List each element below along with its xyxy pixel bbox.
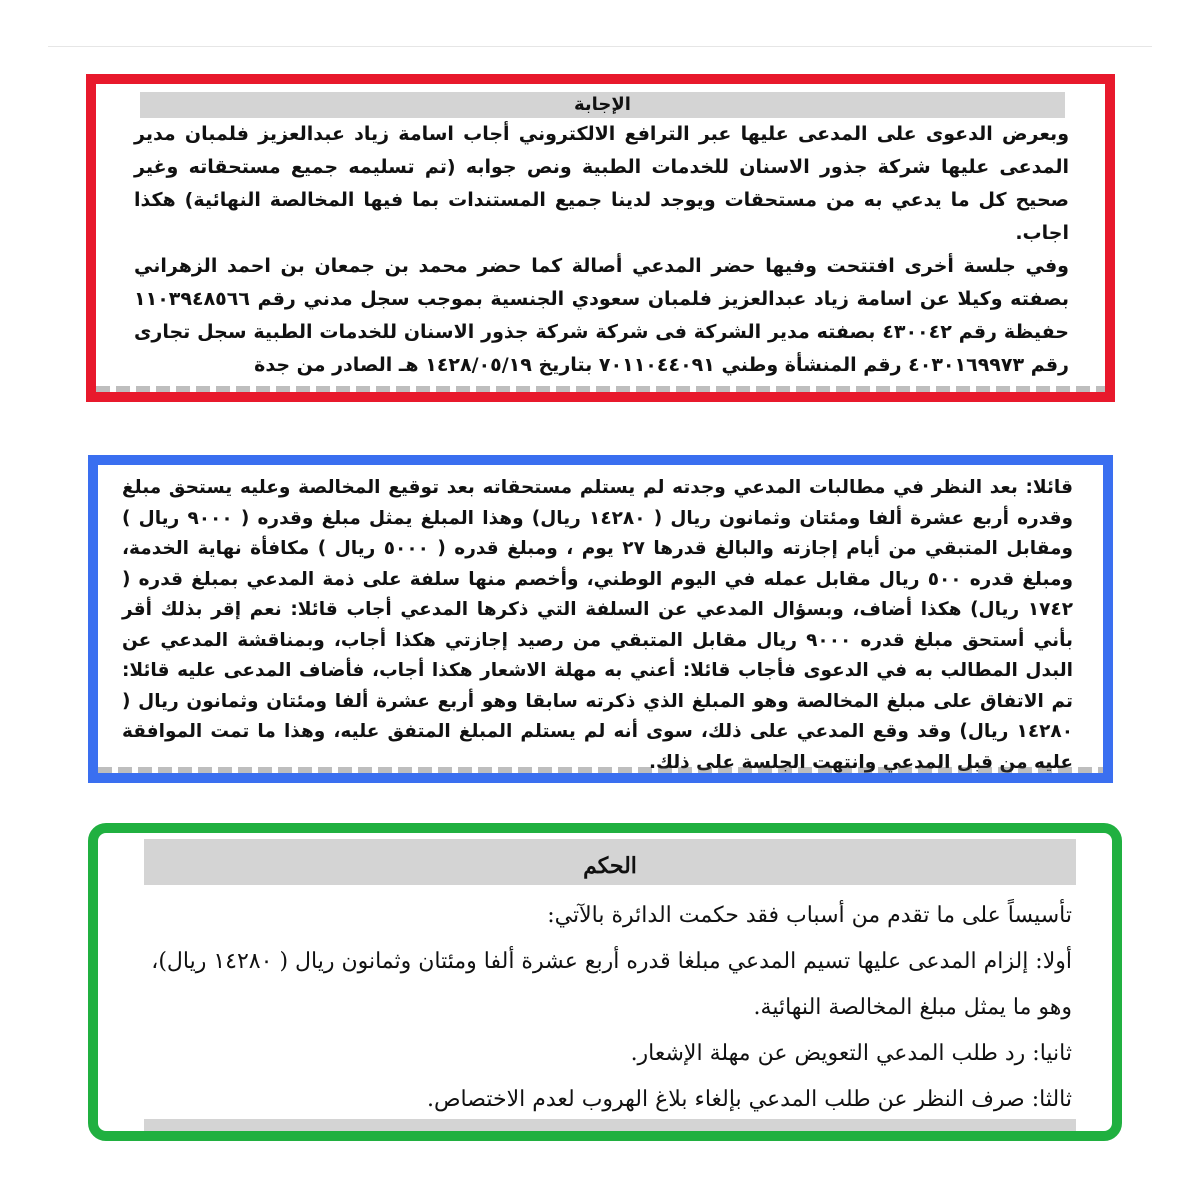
ruling-line: ثانيا: رد طلب المدعي التعويض عن مهلة الإشعار.: [630, 1041, 1072, 1066]
review-body: [122, 473, 1073, 778]
review-section: [88, 455, 1113, 783]
ruling-line: وهو ما يمثل مبلغ المخالصة النهائية.: [753, 995, 1072, 1020]
page-top-edge: [48, 46, 1152, 47]
ruling-section: [88, 823, 1122, 1141]
answer-paragraph: وبعرض الدعوى على المدعى عليها عبر الترافع الالكتروني أجاب اسامة زياد عبدالعزيز فلمبان مدير المدعى عليها شركة جذور الاسنان للخدمات الطبية ونص جوابه (تم تسليمه جميع مستحقاته وغير صحيح كل ما يدعي به من مستحقات ويوجد لدينا جميع المستندات بما فيها المخالصة النهائية) هكذا اجاب.: [134, 123, 1069, 244]
answer-body: [134, 118, 1069, 382]
review-paragraph: قائلا: بعد النظر في مطالبات المدعي وجدته لم يستلم مستحقاته بعد توقيع المخالصة وعليه يستحق مبلغ وقدره أربع عشرة ألفا ومئتان وثمانون ريال ( ١٤٢٨٠ ريال) وهذا المبلغ يمثل مبلغ وقدره ( ٩٠٠٠ ريال ) ومقابل المتبقي من أيام إجازته والبالغ قدرها ٢٧ يوم ، ومبلغ قدره ( ٥٠٠٠ ريال ) مكافأة نهاية الخدمة، ومبلغ قدره ٥٠٠ ريال مقابل عمله في اليوم الوطني، وأخصم منها سلفة على ذمة المدعي بمبلغ قدره ( ١٧٤٢ ريال) هكذا أضاف، وبسؤال المدعي عن السلفة التي ذكرها المدعي أجاب قائلا: نعم إقر بذلك أقر بأني أستحق مبلغ قدره ٩٠٠٠ ريال مقابل المتبقي من رصيد إجازتي هكذا أجاب، وبمناقشة المدعي عن البدل المطالب به في الدعوى فأجاب قائلا: أعني به مهلة الاشعار هكذا أجاب، فأضاف المدعى عليه قائلا: تم الاتفاق على مبلغ المخالصة وهو المبلغ الذي ذكرته سابقا وهو أربع عشرة ألفا ومئتان وثمانون ريال ( ١٤٢٨٠ ريال) وقد وقع المدعي على ذلك، سوى أنه لم يستلم المبلغ المتفق عليه، وهذا ما تمت الموافقة عليه من قبل المدعي وانتهت الجلسة على ذلك.: [122, 477, 1074, 773]
ruling-line: ثالثا: صرف النظر عن طلب المدعي بإلغاء بلاغ الهروب لعدم الاختصاص.: [426, 1087, 1072, 1112]
answer-section: [86, 74, 1115, 402]
next-heading-bar-stub: [144, 1119, 1076, 1131]
cutoff-text-line: [98, 767, 1103, 773]
cutoff-text-line: [96, 386, 1105, 392]
ruling-body: [144, 893, 1072, 1123]
ruling-heading: الحكم: [144, 839, 1076, 885]
answer-heading: الإجابة: [140, 92, 1065, 118]
answer-paragraph: وفي جلسة أخرى افتتحت وفيها حضر المدعي أصالة كما حضر محمد بن جمعان بن احمد الزهراني بصفته وكيلا عن اسامة زياد عبدالعزيز فلمبان سعودي الجنسية بموجب سجل مدني رقم ١١٠٣٩٤٨٥٦٦ حفيظة رقم ٤٣٠٠٤٢ بصفته مدير الشركة فى شركة شركة جذور الاسنان للخدمات الطبية سجل تجارى رقم ٤٠٣٠١٦٩٩٧٣ رقم المنشأة وطني ٧٠١١٠٤٤٠٩١ بتاريخ ١٤٢٨/٠٥/١٩ هـ الصادر من جدة: [134, 255, 1069, 376]
ruling-line: أولا: إلزام المدعى عليها تسيم المدعي مبلغا قدره أربع عشرة ألفا ومئتان وثمانون ريال ( ١٤٢٨٠ ريال)،: [151, 949, 1072, 974]
ruling-line: تأسيساً على ما تقدم من أسباب فقد حكمت الدائرة بالآتي:: [547, 903, 1072, 928]
